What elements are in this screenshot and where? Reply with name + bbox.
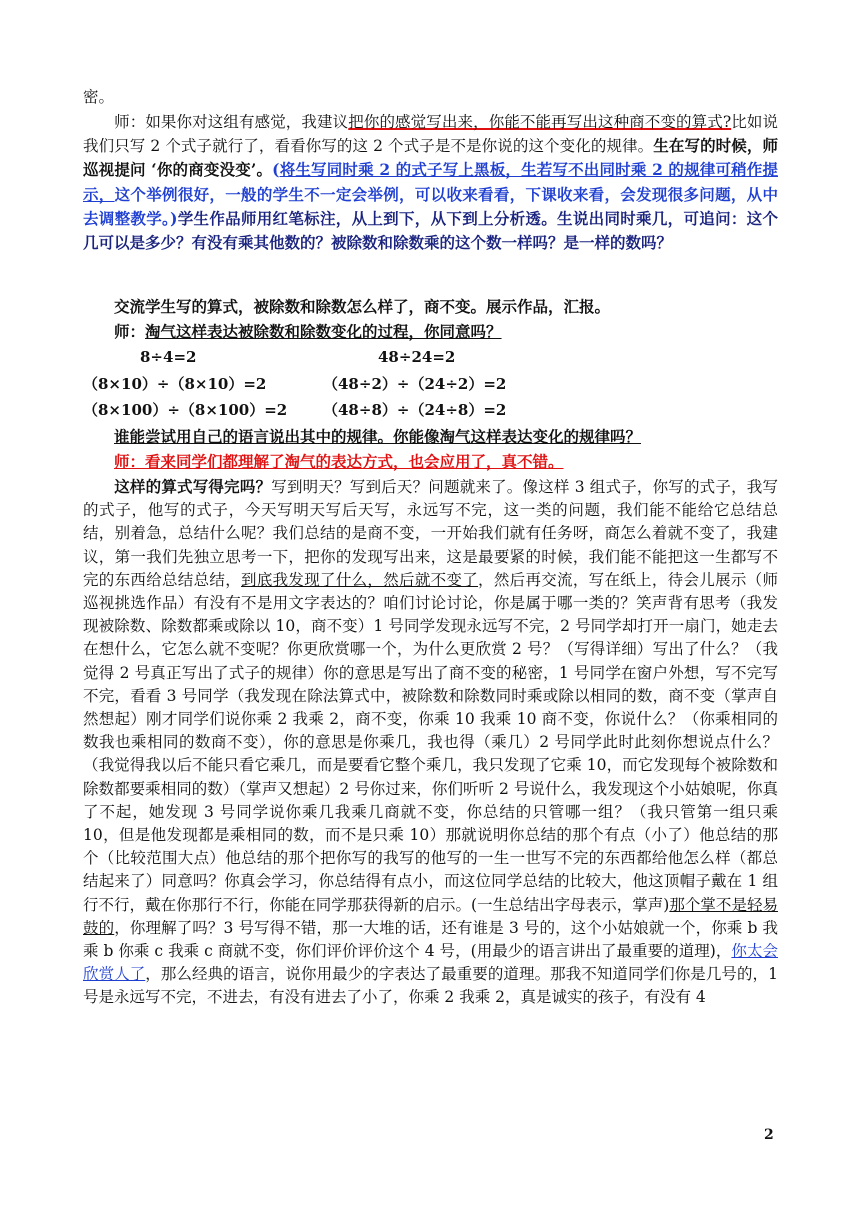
p1-rest: 比如说我们只写 2 个式子就行了，看看你写的这 2 个式子是不是你说的这个变化的规律。: [83, 113, 778, 156]
paragraph-lesson-transcript: [83, 475, 778, 1010]
formula-right-1: 48÷24=2: [378, 348, 456, 366]
p6-text-3: ，你理解了吗？3 号写得不错，那一大堆的话，还有谁是 3 号的，这个小姑娘就一个，你乘 b 我乘 b 你乘 c 我乘 c 商就不变，你们评价评价这个 4 号，(用最少的语言讲出了最重要的道理)，: [83, 918, 778, 961]
formula-left-1: 8÷4=2: [140, 348, 197, 366]
p1-blue-underlined: 将生写同时乘 2 的式子写上黑板，生若写不出同时乘 2 的规律可稍作提示，: [83, 160, 778, 204]
paragraph-teacher-suggestion: [83, 111, 778, 255]
p6-underlined-1: 到底我发现了什么，然后就不变了: [241, 570, 479, 589]
continued-line: 密。: [83, 88, 115, 106]
paragraph-try-rule: 谁能尝试用自己的语言说出其中的规律。你能像淘气这样表达变化的规律吗？: [114, 427, 642, 446]
formula-right-3: （48÷8）÷（24÷8）=2: [323, 401, 507, 419]
page-number: 2: [764, 1127, 774, 1143]
p1-prefix: 师：如果你对这组有感觉，我建议: [114, 113, 349, 131]
p3-prefix: 师：: [114, 322, 146, 341]
p1-darkblue-note: 学生作品师用红笔标注，从上到下，从下到上分析透。生说出同时乘几，可追问：这个几可以是多少？有没有乘其他数的？被除数和除数乘的这个数一样吗？是一样的数吗？: [83, 208, 778, 253]
formula-left-2: （8×10）÷（8×10）=2: [83, 375, 267, 393]
formula-right-2: （48÷2）÷（24÷2）=2: [323, 375, 507, 393]
p6-text-4: ，那么经典的语言，说你用最少的字表达了最重要的道理。那我不知道同学们你是几号的，1 号是永远写不完，不进去，有没有进去了小了，你乘 2 我乘 2，真是诚实的孩子，有没有 4: [83, 965, 778, 1007]
paragraph-teacher-praise: 师：看来同学们都理解了淘气的表达方式，也会应用了，真不错。: [114, 452, 564, 471]
p6-text-1: 写到明天？写到后天？问题就来了。像这样 3 组式子，你写的式子，我写的式子，他写的式子，今天写明天写后天写，永远写不完，这一类的问题，我们能不能给它总结总结，别着急，总结什么呢？我们总结的是商不变，一开始我们就有任务呀，商怎么着就不变了，我建议，第一我们先独立思考一下，把你的发现写出来，这是最要紧的时候，我们能不能把这一生都写不完的东西给总结总结，: [83, 478, 778, 589]
p1-blue-note: 这个举例很好，一般的学生不一定会举例，可以收来看看，下课收来看，会发现很多问题，从中去调整教学。): [83, 184, 778, 228]
p6-bold-lead: 这样的算式写得完吗？: [114, 477, 272, 496]
p6-underlined-2: 那个掌不是轻易鼓的: [83, 895, 778, 937]
paragraph-question: [114, 320, 502, 343]
paragraph-exchange: 交流学生写的算式，被除数和除数怎么样了，商不变。展示作品，汇报。: [114, 297, 611, 316]
p1-underlined-red: 把你的感觉写出来，你能不能再写出这种商不变的算式?: [348, 113, 732, 131]
p6-text-2: ，然后再交流，写在纸上，待会儿展示（师巡视挑选作品）有没有不是用文字表达的？咱们讨论讨论，你是属于哪一类的？笑声背有思考（我发现被除数、除数都乘或除以 10，商不变）1 号同学发现永远写不完，2 号同学却打开一扇门，她走去在想什么，它怎么就不变呢？你更欣赏哪一个，为什么更欣赏 2 号？（写得详细）写出了什么？（我觉得 2 号真正写出了式子的规律）你的意思是写出了商不变的秘密，1 号同学在窗户外想，写不完写不完，看看 3 号同学（我发现在除法算式中，被除数和除数同时乘或除以相同的数，商不变（掌声自然想起）刚才同学们说你乘 2 我乘 2，商不变，你乘 10 我乘 10 商不变，你说什么？（你乘相同的数我也乘相同的数商不变），你的意思是你乘几，我也得（乘几）2 号同学此时此刻你想说点什么？（我觉得我以后不能只看它乘几，而是要看它整个乘几，我只发现了它乘 10，而它发现每个被除数和除数都要乘相同的数）（掌声又想起）2 号你过来，你们听听 2 号说什么，我发现这个小姑娘呢，你真了不起，她发现 3 号同学说你乘几我乘几商就不变，你总结的只管哪一组？（我只管第一组只乘 10，但是他发现都是乘相同的数，而不是只乘 10）那就说明你总结的那个有点（小了）他总结的那个（比较范围大点）他总结的那个把你写的我写的他写的一生一世写不完的东西都给他怎么样（都总结起来了）同意吗？你真会学习，你总结得有点小，而这位同学总结的比较大，他这顶帽子戴在 1 组行不行，戴在你那行不行，你能在同学那获得新的启示。(一生总结出字母表示，掌声): [83, 570, 778, 914]
p3-underlined: 淘气这样表达被除数和除数变化的过程，你同意吗？: [145, 322, 502, 341]
formula-left-3: （8×100）÷（8×100）=2: [83, 401, 288, 419]
p1-blue-open: (: [272, 160, 280, 180]
p6-blue-underlined: 你太会欣赏人了: [83, 942, 778, 984]
p1-bold-note: 生在写的时候，师巡视提问 ‘你的商变没变’。: [83, 136, 778, 180]
